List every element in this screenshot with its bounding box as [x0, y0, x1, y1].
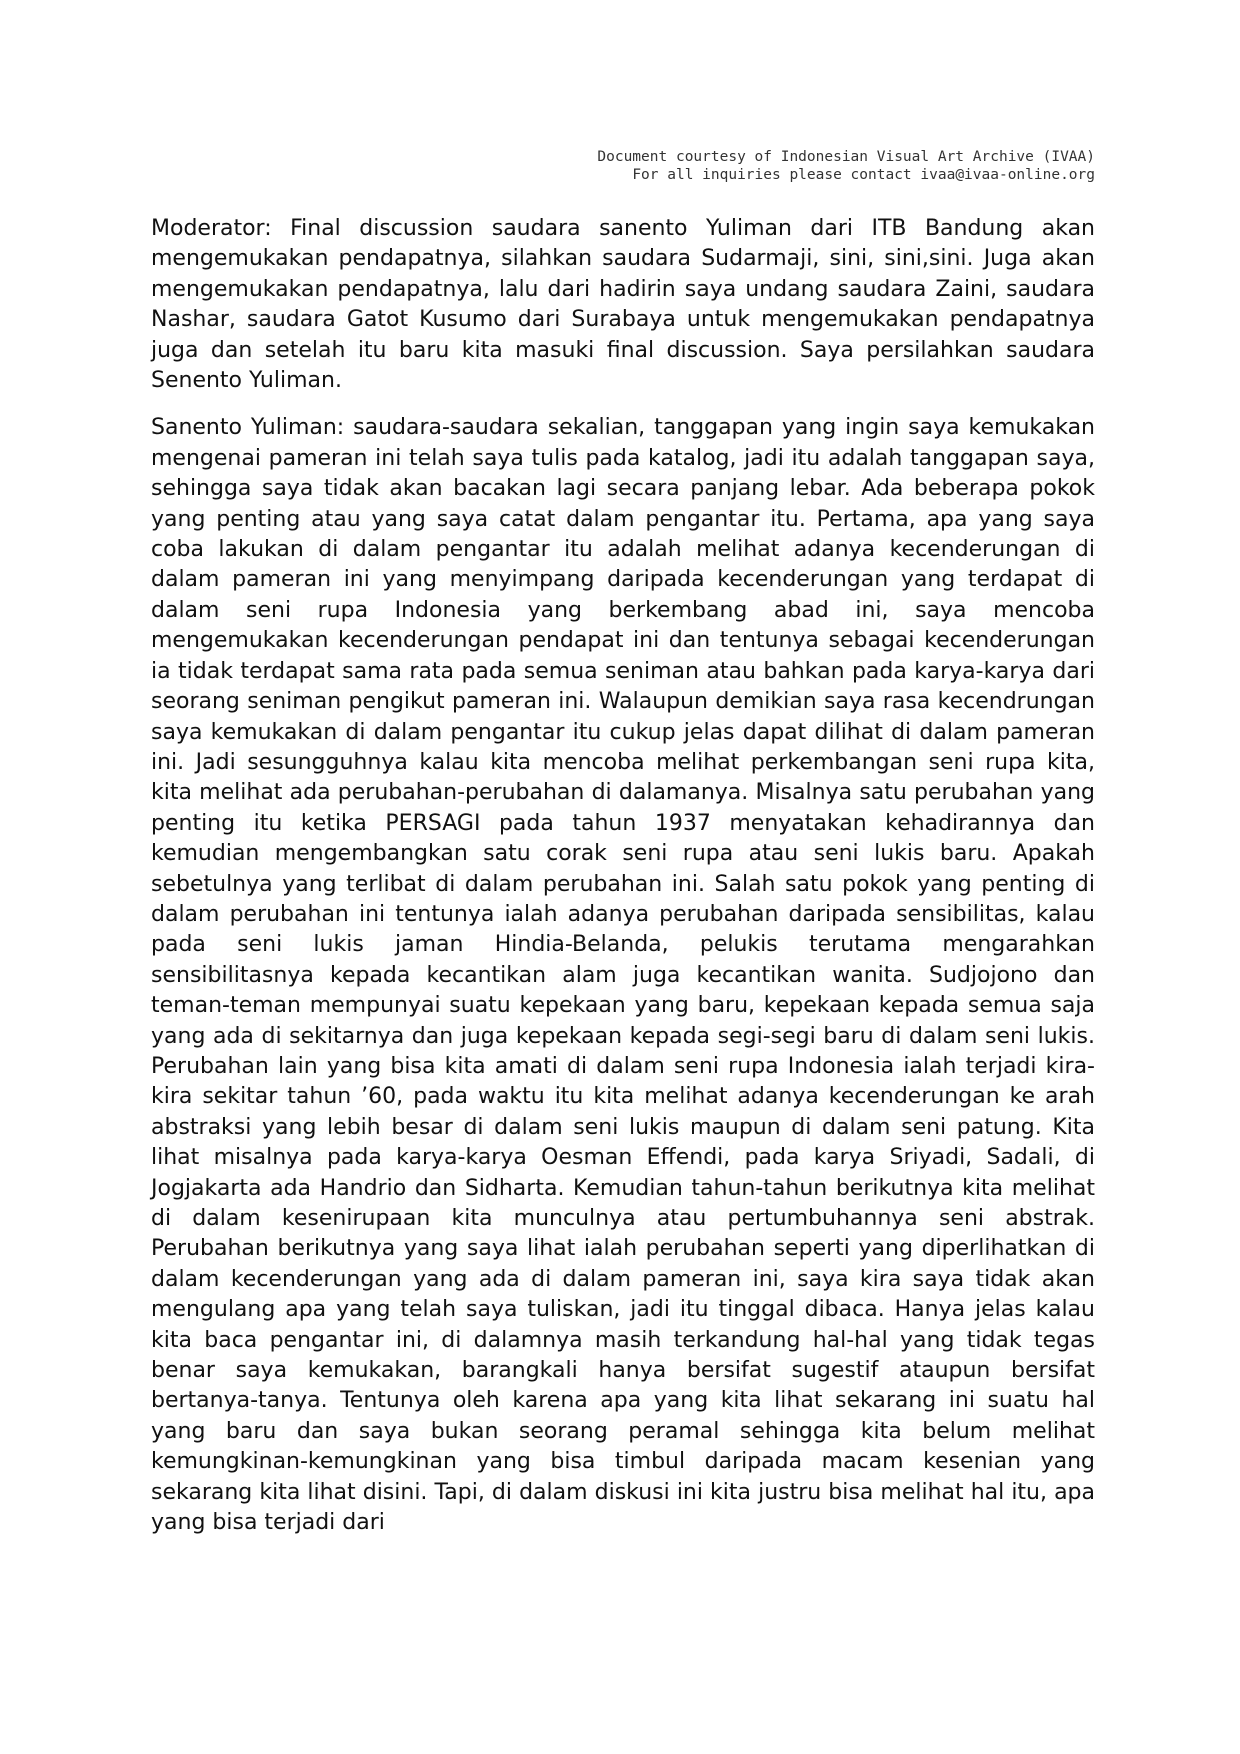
courtesy-line: Document courtesy of Indonesian Visual Art Archive (IVAA) — [597, 149, 1095, 165]
contact-line: For all inquiries please contact ivaa@ivaa-online.org — [632, 167, 1095, 183]
paragraph-moderator: Moderator: Final discussion saudara sanento Yuliman dari ITB Bandung akan mengemukakan pendapatnya, silahkan saudara Sudarmaji, sini, sini,sini. Juga akan mengemukakan pendapatnya, lalu dari hadirin saya undang saudara Zaini, saudara Nashar, saudara Gatot Kusumo dari Surabaya untuk mengemukakan pendapatnya juga dan setelah itu baru kita masuki final discussion. Saya persilahkan saudara Senento Yuliman. — [151, 216, 1095, 394]
paragraph-sanento-yuliman: Sanento Yuliman: saudara-saudara sekalian, tanggapan yang ingin saya kemukakan mengenai pameran ini telah saya tulis pada katalog, jadi itu adalah tanggapan saya, sehingga saya tidak akan bacakan lagi secara panjang lebar. Ada beberapa pokok yang penting atau yang saya catat dalam pengantar itu. Pertama, apa yang saya coba lakukan di dalam pengantar itu adalah melihat adanya kecenderungan di dalam pameran ini yang menyimpang daripada kecenderungan yang terdapat di dalam seni rupa Indonesia yang berkembang abad ini, saya mencoba mengemukakan kecenderungan pendapat ini dan tentunya sebagai kecenderungan ia tidak terdapat sama rata pada semua seniman atau bahkan pada karya-karya dari seorang seniman pengikut pameran ini. Walaupun demikian saya rasa kecendrungan saya kemukakan di dalam pengantar itu cukup jelas dapat dilihat di dalam pameran ini. Jadi sesungguhnya kalau kita mencoba melihat perkembangan seni rupa kita, kita melihat ada perubahan-perubahan di dalamanya. Misalnya satu perubahan yang penting itu ketika PERSAGI pada tahun 1937 menyatakan kehadirannya dan kemudian mengembangkan satu corak seni rupa atau seni lukis baru. Apakah sebetulnya yang terlibat di dalam perubahan ini. Salah satu pokok yang penting di dalam perubahan ini tentunya ialah adanya perubahan daripada sensibilitas, kalau pada seni lukis jaman Hindia-Belanda, pelukis terutama mengarahkan sensibilitasnya kepada kecantikan alam juga kecantikan wanita. Sudjojono dan teman-teman mempunyai suatu kepekaan yang baru, kepekaan kepada semua saja yang ada di sekitarnya dan juga kepekaan kepada segi-segi baru di dalam seni lukis. Perubahan lain yang bisa kita amati di dalam seni rupa Indonesia ialah terjadi kira-kira sekitar tahun ’60, pada waktu itu kita melihat adanya kecenderungan ke arah abstraksi yang lebih besar di dalam seni lukis maupun di dalam seni patung. Kita lihat misalnya pada karya-karya Oesman Effendi, pada karya Sriyadi, Sadali, di Jogjakarta ada Handrio dan Sidharta. Kemudian tahun-tahun berikutnya kita melihat di dalam kesenirupaan kita munculnya atau pertumbuhannya seni abstrak. Perubahan berikutnya yang saya lihat ialah perubahan seperti yang diperlihatkan di dalam kecenderungan yang ada di dalam pameran ini, saya kira saya tidak akan mengulang apa yang telah saya tuliskan, jadi itu tinggal dibaca. Hanya jelas kalau kita baca pengantar ini, di dalamnya masih terkandung hal-hal yang tidak tegas benar saya kemukakan, barangkali hanya bersifat sugestif ataupun bersifat bertanya-tanya. Tentunya oleh karena apa yang kita lihat sekarang ini suatu hal yang baru dan saya bukan seorang peramal sehingga kita belum melihat kemungkinan-kemungkinan yang bisa timbul daripada macam kesenian yang sekarang kita lihat disini. Tapi, di dalam diskusi ini kita justru bisa melihat hal itu, apa yang bisa terjadi dari — [151, 415, 1095, 1536]
transcript-body — [151, 214, 1095, 1555]
archive-courtesy-header — [597, 148, 1095, 184]
